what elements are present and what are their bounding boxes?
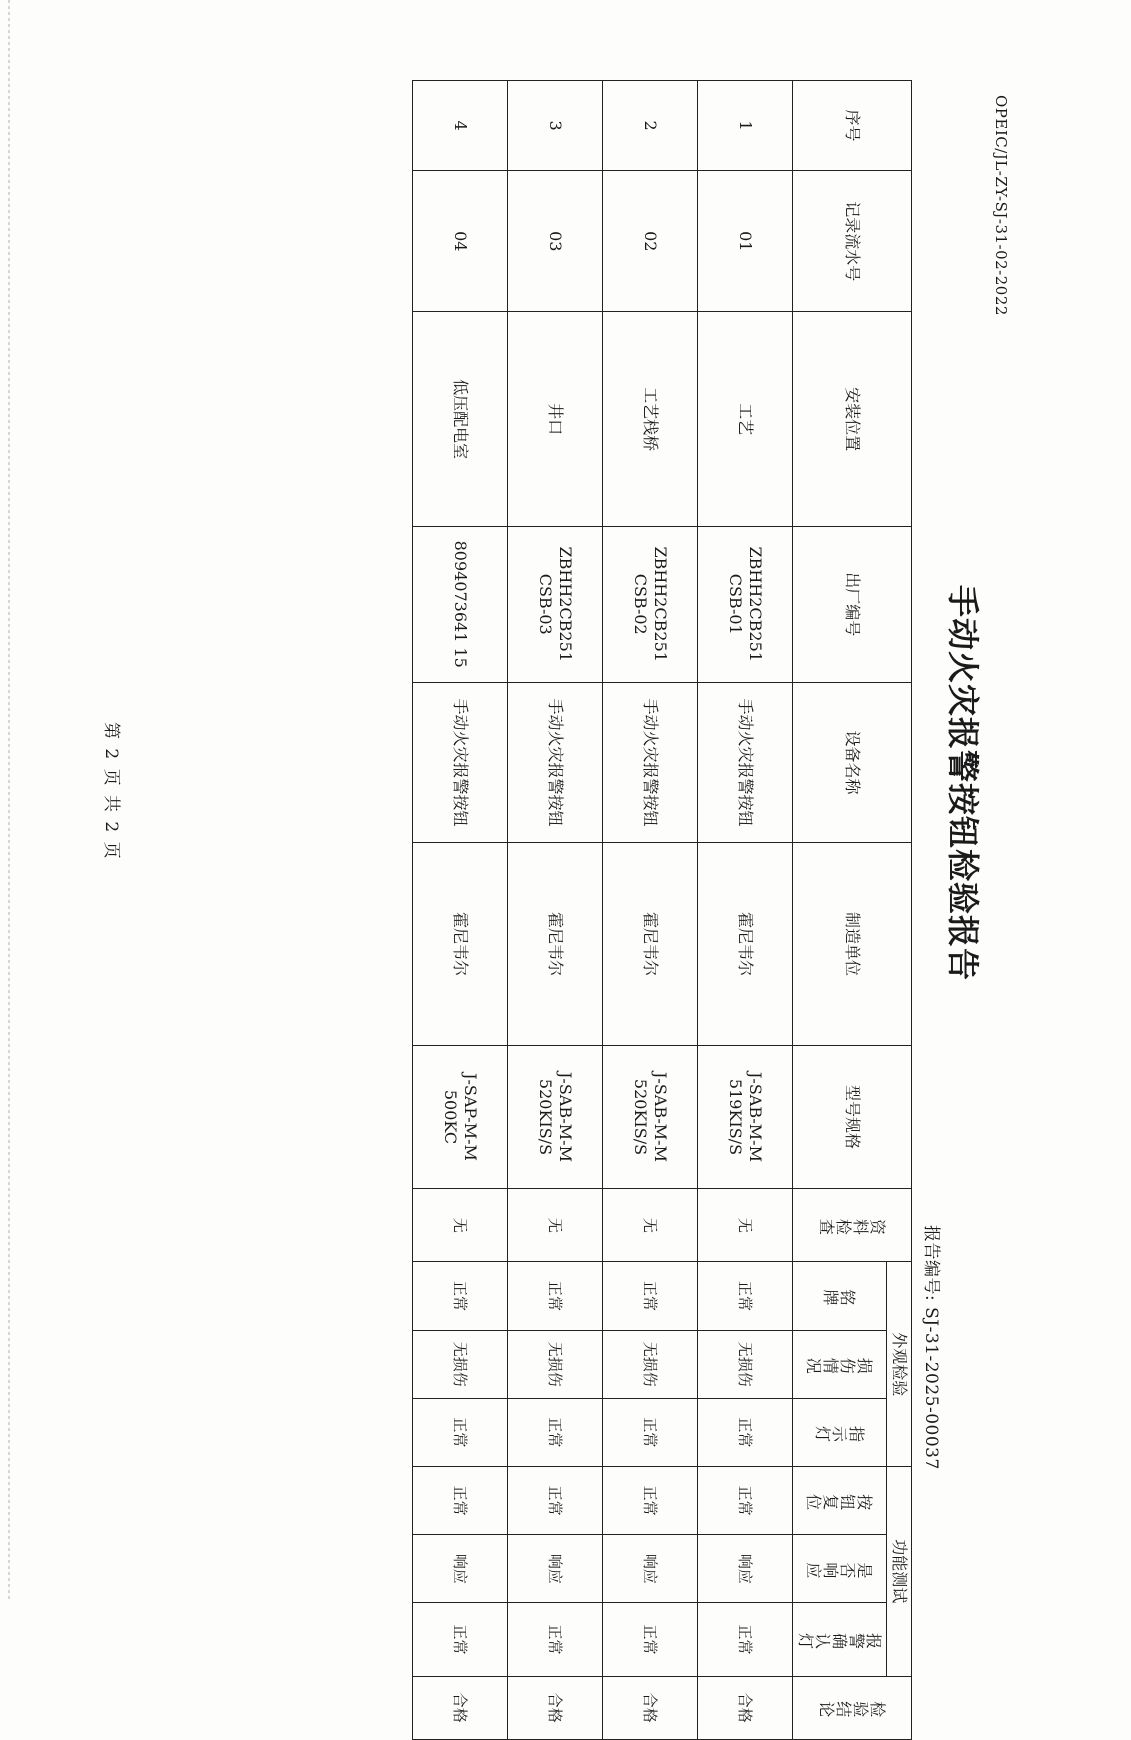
cell-indicator: 正常 <box>603 1398 698 1466</box>
cell-respond: 响应 <box>603 1535 698 1603</box>
cell-indicator: 正常 <box>508 1398 603 1466</box>
header-record: 记录流水号 <box>793 171 912 312</box>
cell-maker: 霍尼韦尔 <box>413 843 508 1045</box>
header-row-1 <box>887 81 912 1740</box>
header-respond: 是否响应 <box>793 1535 887 1603</box>
header-damage: 损伤情况 <box>793 1330 887 1398</box>
cell-alarm-lamp: 正常 <box>508 1603 603 1676</box>
cell-respond: 响应 <box>698 1535 793 1603</box>
header-alarm-lamp: 报警确认灯 <box>793 1603 887 1676</box>
cell-serial: ZBHH2CB251 CSB-03 <box>508 526 603 682</box>
header-serial: 出厂编号 <box>793 526 912 682</box>
cell-nameplate: 正常 <box>508 1262 603 1330</box>
cell-doc-check: 无 <box>698 1189 793 1262</box>
scan-edge <box>8 0 10 1600</box>
cell-conclusion: 合格 <box>698 1676 793 1739</box>
cell-device: 手动火灾报警按钮 <box>603 682 698 843</box>
cell-record: 02 <box>603 171 698 312</box>
cell-device: 手动火灾报警按钮 <box>698 682 793 843</box>
cell-reset: 正常 <box>603 1467 698 1535</box>
table-row <box>508 81 603 1740</box>
cell-location: 井口 <box>508 312 603 526</box>
cell-damage: 无损伤 <box>413 1330 508 1398</box>
cell-seq: 4 <box>413 81 508 171</box>
header-location: 安装位置 <box>793 312 912 526</box>
cell-model: J-SAB-M-M 519KIS/S <box>698 1045 793 1189</box>
cell-record: 01 <box>698 171 793 312</box>
header-indicator: 指示灯 <box>793 1398 887 1466</box>
header-nameplate: 铭牌 <box>793 1262 887 1330</box>
cell-damage: 无损伤 <box>508 1330 603 1398</box>
cell-conclusion: 合格 <box>508 1676 603 1739</box>
header-conclusion: 检验结论 <box>793 1676 912 1739</box>
table-row <box>698 81 793 1740</box>
cell-seq: 1 <box>698 81 793 171</box>
cell-maker: 霍尼韦尔 <box>508 843 603 1045</box>
cell-reset: 正常 <box>413 1467 508 1535</box>
cell-location: 工艺栈桥 <box>603 312 698 526</box>
cell-location: 工艺 <box>698 312 793 526</box>
cell-indicator: 正常 <box>698 1398 793 1466</box>
header-model: 型号规格 <box>793 1045 912 1189</box>
cell-damage: 无损伤 <box>698 1330 793 1398</box>
cell-serial: ZBHH2CB251 CSB-01 <box>698 526 793 682</box>
cell-reset: 正常 <box>508 1467 603 1535</box>
cell-nameplate: 正常 <box>603 1262 698 1330</box>
report-number: 报告编号: SJ-31-2025-00037 <box>921 1225 941 1470</box>
inspection-table <box>412 80 912 1740</box>
inspection-table-container <box>412 80 912 1740</box>
cell-respond: 响应 <box>508 1535 603 1603</box>
cell-conclusion: 合格 <box>413 1676 508 1739</box>
cell-respond: 响应 <box>413 1535 508 1603</box>
cell-seq: 2 <box>603 81 698 171</box>
cell-damage: 无损伤 <box>603 1330 698 1398</box>
cell-indicator: 正常 <box>413 1398 508 1466</box>
header-seq: 序号 <box>793 81 912 171</box>
cell-device: 手动火灾报警按钮 <box>413 682 508 843</box>
document-code: OPEIC/JL-ZY-SJ-31-02-2022 <box>992 95 1010 316</box>
cell-doc-check: 无 <box>413 1189 508 1262</box>
cell-location: 低压配电室 <box>413 312 508 526</box>
cell-doc-check: 无 <box>508 1189 603 1262</box>
cell-conclusion: 合格 <box>603 1676 698 1739</box>
cell-nameplate: 正常 <box>698 1262 793 1330</box>
cell-serial: 8094073641 15 <box>413 526 508 682</box>
cell-record: 04 <box>413 171 508 312</box>
cell-model: J-SAB-M-M 520KIS/S <box>603 1045 698 1189</box>
report-title: 手动火灾报警按钮检验报告 <box>944 585 982 982</box>
header-function: 功能测试 <box>887 1467 912 1677</box>
header-device: 设备名称 <box>793 682 912 843</box>
table-row <box>603 81 698 1740</box>
cell-serial: ZBHH2CB251 CSB-02 <box>603 526 698 682</box>
cell-model: J-SAP-M-M 500KC <box>413 1045 508 1189</box>
cell-maker: 霍尼韦尔 <box>698 843 793 1045</box>
cell-device: 手动火灾报警按钮 <box>508 682 603 843</box>
header-maker: 制造单位 <box>793 843 912 1045</box>
cell-alarm-lamp: 正常 <box>698 1603 793 1676</box>
cell-record: 03 <box>508 171 603 312</box>
cell-alarm-lamp: 正常 <box>413 1603 508 1676</box>
cell-doc-check: 无 <box>603 1189 698 1262</box>
cell-nameplate: 正常 <box>413 1262 508 1330</box>
cell-model: J-SAB-M-M 520KIS/S <box>508 1045 603 1189</box>
table-row <box>413 81 508 1740</box>
header-reset: 按钮复位 <box>793 1467 887 1535</box>
cell-maker: 霍尼韦尔 <box>603 843 698 1045</box>
header-appearance: 外观检验 <box>887 1262 912 1467</box>
cell-seq: 3 <box>508 81 603 171</box>
cell-reset: 正常 <box>698 1467 793 1535</box>
header-doc-check: 资料检查 <box>793 1189 912 1262</box>
cell-alarm-lamp: 正常 <box>603 1603 698 1676</box>
page-footer: 第 2 页 共 2 页 <box>101 722 121 861</box>
